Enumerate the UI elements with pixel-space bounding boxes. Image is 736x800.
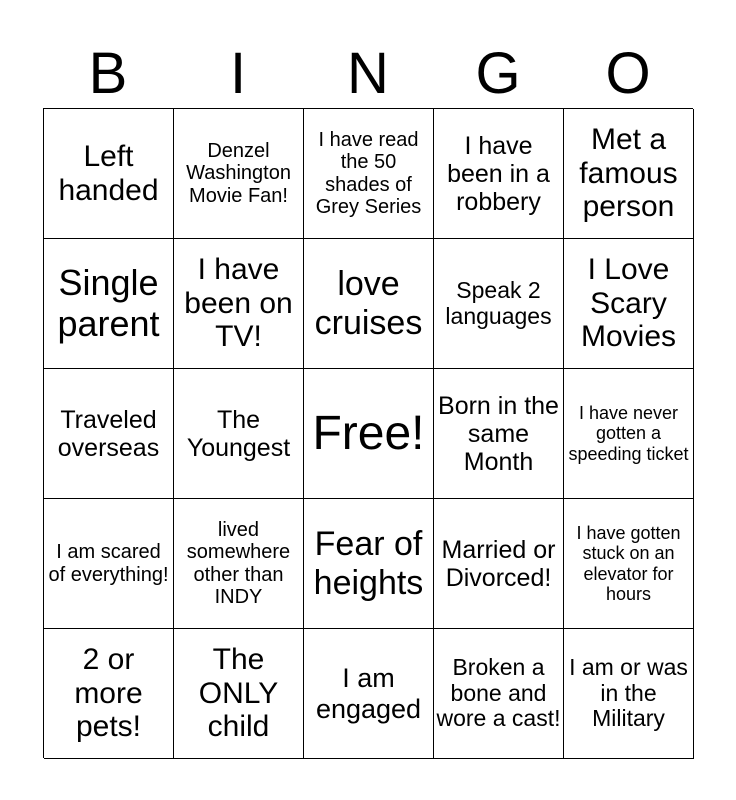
bingo-cell: Fear of heights [304,499,434,629]
bingo-cell: I have been on TV! [174,239,304,369]
bingo-cell: Married or Divorced! [434,499,564,629]
header-letter-b: B [88,41,128,106]
bingo-cell: Speak 2 languages [434,239,564,369]
bingo-cell: The Youngest [174,369,304,499]
header-letter-o: O [605,41,651,106]
header-letter-i: I [229,41,247,106]
bingo-cell: I am engaged [304,629,434,759]
bingo-cell: I have been in a robbery [434,109,564,239]
bingo-cell: The ONLY child [174,629,304,759]
bingo-cell: I have read the 50 shades of Grey Series [304,109,434,239]
bingo-cell: I am or was in the Military [564,629,694,759]
bingo-cell: I Love Scary Movies [564,239,694,369]
bingo-cell: I am scared of everything! [44,499,174,629]
bingo-cell: 2 or more pets! [44,629,174,759]
bingo-cell: love cruises [304,239,434,369]
bingo-cell: Single parent [44,239,174,369]
bingo-cell: Traveled overseas [44,369,174,499]
bingo-cell: Born in the same Month [434,369,564,499]
header-letter-g: G [475,41,521,106]
bingo-cell: Left handed [44,109,174,239]
bingo-cell: lived somewhere other than INDY [174,499,304,629]
bingo-cell: I have gotten stuck on an elevator for hours [564,499,694,629]
header-letter-n: N [347,41,389,106]
bingo-grid [43,108,693,758]
bingo-header [43,40,693,108]
bingo-cell: Broken a bone and wore a cast! [434,629,564,759]
bingo-cell: Met a famous person [564,109,694,239]
bingo-cell: Denzel Washington Movie Fan! [174,109,304,239]
free-space: Free! [304,369,434,499]
bingo-cell: I have never gotten a speeding ticket [564,369,694,499]
